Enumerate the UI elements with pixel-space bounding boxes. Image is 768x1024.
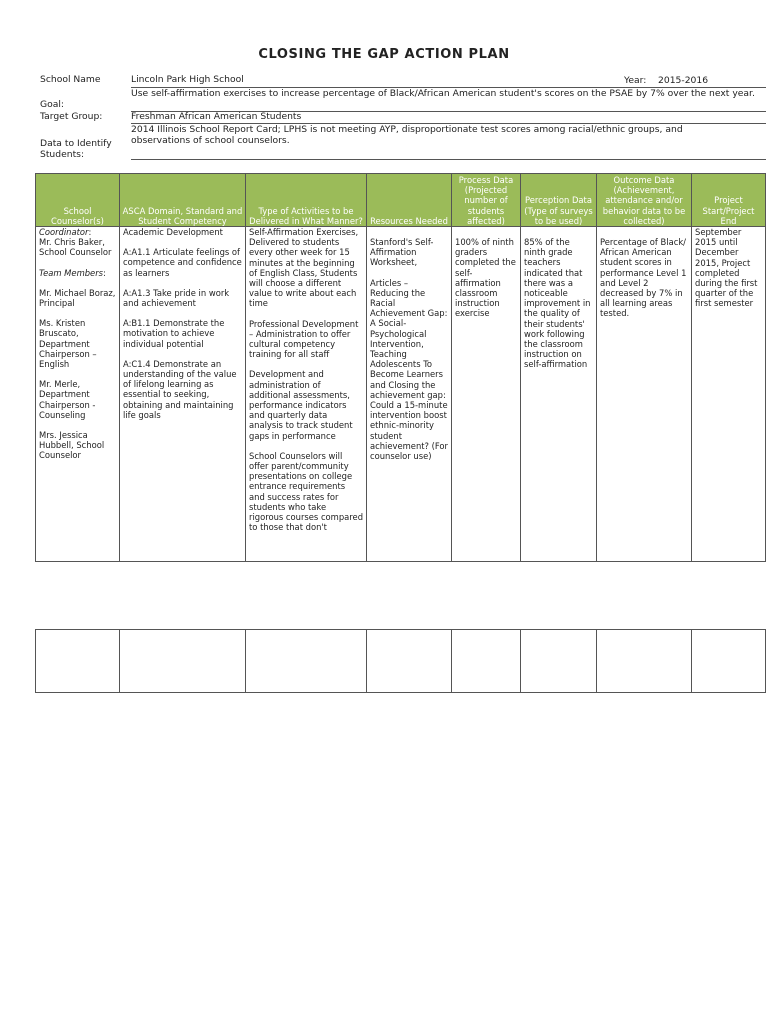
empty-cell [120,630,246,693]
project-dates-text: September 2015 until December 2015, Project completed during the first quarter of the first semester [695,227,758,309]
coordinator-label: Coordinator [39,227,89,237]
header-school-counselors: School Counselor(s) [36,174,120,227]
header-process-data: Process Data (Projected number of students affected) [452,174,521,227]
action-plan-table [35,173,766,562]
activities-cell [246,227,367,562]
header-project-dates: Project Start/Project End [692,174,766,227]
asca-cell [120,227,246,562]
process-data-text: 100% of ninth graders completed the self-affirmation classroom instruction exercise [455,237,516,319]
team-member: Mr. Merle, Department Chairperson - Counseling [39,379,96,420]
header-perception-data: Perception Data (Type of surveys to be used) [521,174,597,227]
perception-data-text: 85% of the ninth grade teachers indicated that there was a noticeable improvement in the quality of their students' work following the classroom instruction on self-affirmation [524,237,591,370]
outcome-data-cell [597,227,692,562]
resources-cell [367,227,452,562]
school-name-label: School Name [40,74,101,85]
coordinator-name: Mr. Chris Baker, School Counselor [39,237,112,258]
header-resources: Resources Needed [367,174,452,227]
asca-standard: A:A1.3 Take pride in work and achievement [123,287,230,309]
goal-label: Goal: [40,99,65,110]
table-row [36,630,766,693]
asca-domain: Academic Development [123,227,223,237]
data-identify-label-2: Students: [40,149,85,160]
process-data-cell [452,227,521,562]
year-label: Year: [624,75,647,86]
resource-item: Articles – Reducing the Racial Achievement Gap: A Social-Psychological Intervention, Teaching Adolescents To Become Learners and Closing the achievement gap: Could a 15-minute intervention boost ethnic-minority student achievement? (For counselor use) [370,277,448,462]
empty-cell [452,630,521,693]
activity-item: Professional Development – Administration to offer cultural competency training for all staff [249,318,359,360]
empty-cell [597,630,692,693]
empty-cell [246,630,367,693]
activity-item: Self-Affirmation Exercises, Delivered to students every other week for 15 minutes at the beginning of English Class, Students will choose a different value to write about each time [249,227,359,309]
activity-item: Development and administration of additional assessments, performance indicators and quarterly data analysis to track student gaps in performance [249,369,353,441]
year-value: 2015-2016 [658,75,709,86]
empty-cell [692,630,766,693]
empty-cell [521,630,597,693]
page-title: CLOSING THE GAP ACTION PLAN [258,47,510,62]
data-identify-label: Data to Identify [40,138,112,149]
team-member: Mrs. Jessica Hubbell, School Counselor [39,430,105,461]
header-activities: Type of Activities to be Delivered in What Manner? [246,174,367,227]
data-identify-value: 2014 Illinois School Report Card; LPHS is not meeting AYP, disproportionate test scores among racial/ethnic groups, and observations of school counselors. [131,124,683,146]
coordinator-colon: : [88,227,92,237]
asca-standard: A:C1.4 Demonstrate an understanding of the value of lifelong learning as essential to seeking, obtaining and maintaining life goals [123,358,237,420]
team-member: Ms. Kristen Bruscato, Department Chairperson – English [39,318,97,370]
empty-cell [367,630,452,693]
perception-data-cell [521,227,597,562]
table-row [36,227,766,562]
team-members-label: Team Members [39,267,103,278]
goal-value: Use self-affirmation exercises to increase percentage of Black/African American student's scores on the PSAE by 7% over the next year. [131,88,755,99]
empty-table [35,629,766,693]
team-member: Mr. Michael Boraz, Principal [39,287,116,309]
empty-cell [36,630,120,693]
school-name-value: Lincoln Park High School [131,74,244,85]
activity-item: School Counselors will offer parent/community presentations on college entrance requirements and success rates for students who take rigorous courses compared to those that don't [249,450,364,533]
data-underline [131,159,766,160]
header-row [36,174,766,227]
outcome-data-text: Percentage of Black/ African American student scores in performance Level 1 and Level 2 decreased by 7% in all learning areas tested. [600,237,687,319]
header-asca-domain: ASCA Domain, Standard and Student Competency [120,174,246,227]
target-group-value: Freshman African American Students [131,111,302,122]
header-outcome-data: Outcome Data (Achievement, attendance and/or behavior data to be collected) [597,174,692,227]
project-dates-cell [692,227,766,562]
target-group-label: Target Group: [40,111,103,122]
counselors-cell [36,227,120,562]
team-members-colon: : [103,267,106,278]
resource-item: Stanford's Self-Affirmation Worksheet, [370,237,434,268]
asca-standard: A:B1.1 Demonstrate the motivation to achieve individual potential [123,318,225,349]
asca-standard: A:A1.1 Articulate feelings of competence and confidence as learners [123,247,242,278]
